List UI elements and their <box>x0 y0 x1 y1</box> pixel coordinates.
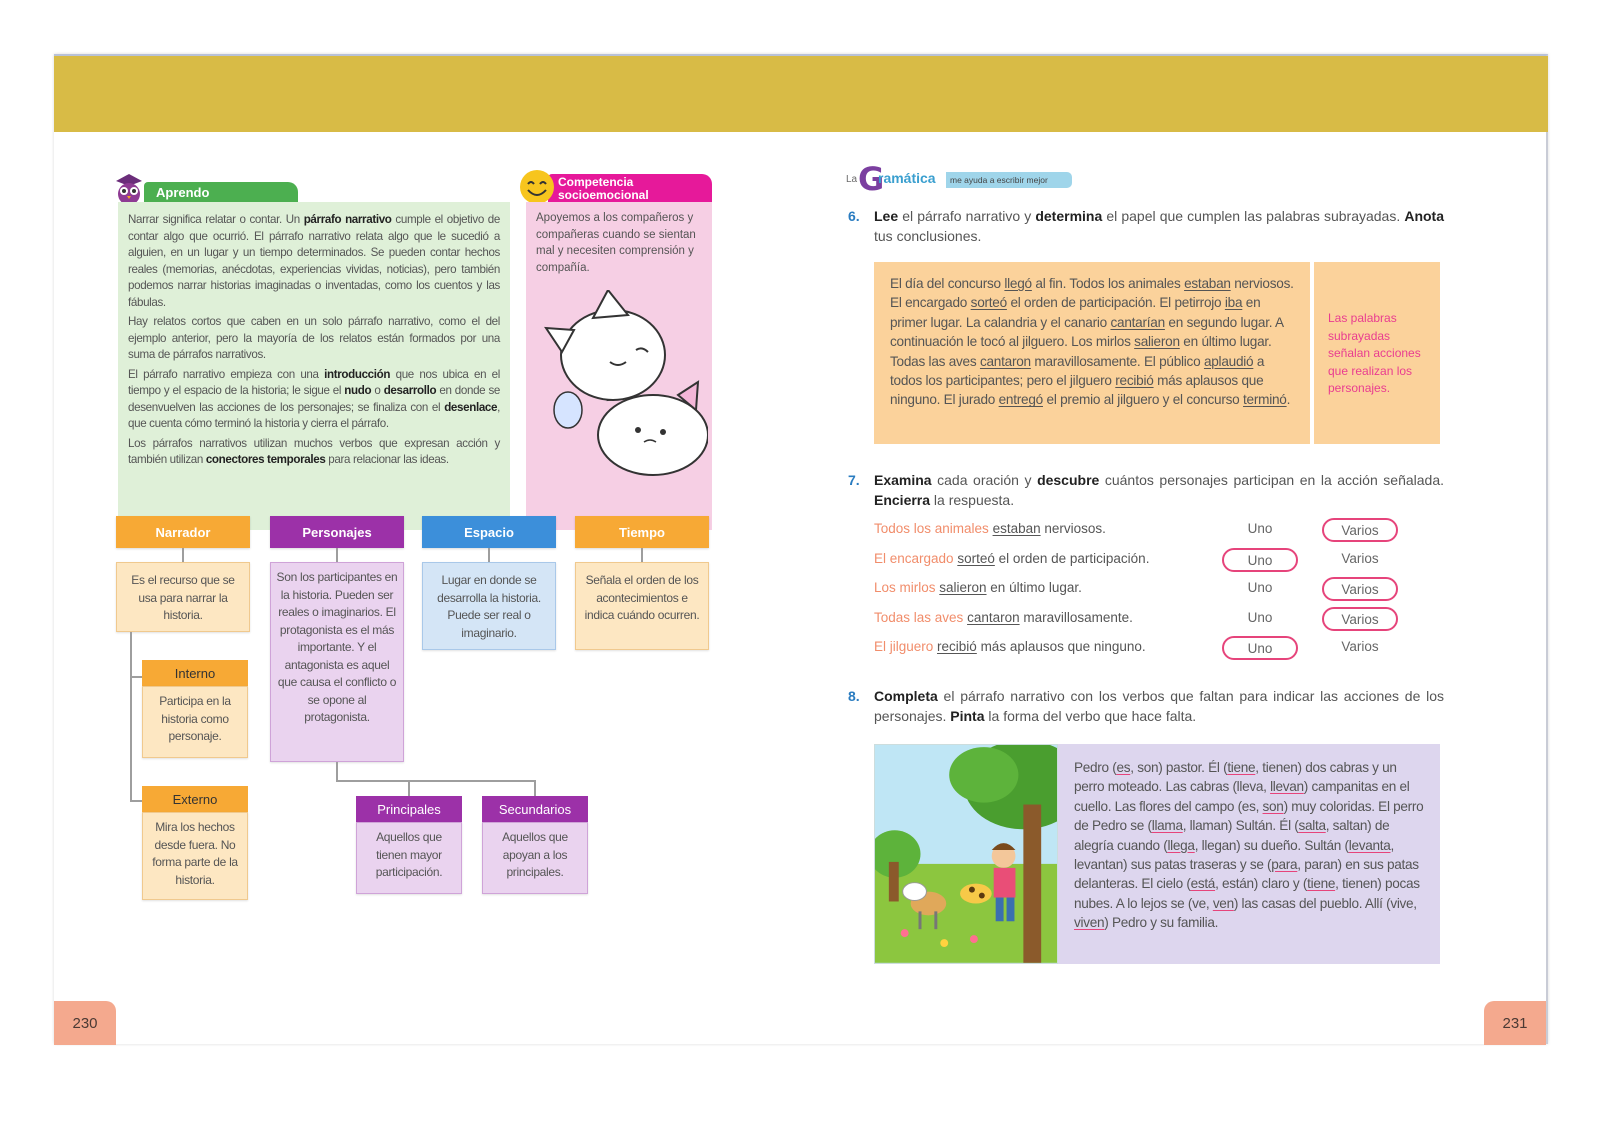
option-uno[interactable]: Uno <box>1222 636 1298 660</box>
sentence-rest: en último lugar. <box>986 580 1082 595</box>
option-uno[interactable]: Uno <box>1247 521 1273 536</box>
competencia-title-line1: Competencia <box>558 175 634 189</box>
text-run: , tienen) dos cabras y un perro moteado. Las cabras (lleva, <box>1074 760 1397 795</box>
tiempo-card: Señala el orden de los acontecimientos e indica cuándo ocurren. <box>575 562 709 650</box>
text-run: , están) claro y ( <box>1215 876 1308 892</box>
cats-illustration <box>538 290 708 480</box>
text-run: , que cuenta cómo terminó la historia y cierra el párrafo. <box>128 400 500 430</box>
text-run: ) Pedro y su familia. <box>1104 915 1219 931</box>
grammar-word: ramática <box>878 170 936 186</box>
text-run: maravillosamente. El público <box>1030 353 1204 369</box>
connector-line <box>534 780 536 796</box>
question-7-sentence <box>874 610 1133 625</box>
text-run: , llaman) Sultán. Él ( <box>1182 818 1299 834</box>
text-run: nerviosos. El encargado <box>890 276 1294 311</box>
question-8-paragraph <box>1058 744 1440 964</box>
question-7-sentence <box>874 551 1149 566</box>
secundarios-card: Aquellos que apoyan a los principales. <box>482 822 588 894</box>
question-6-answer: Las palabras subrayadas señalan acciones que realizan los personajes. <box>1314 262 1440 444</box>
sentence-verb: recibió <box>937 639 977 654</box>
text-run: Pedro ( <box>1074 760 1117 775</box>
text-run: ) campanitas en el cuello. Las flores del campo (es, <box>1074 779 1410 814</box>
text-run: , llegan) su dueño. Sultán ( <box>1194 837 1349 853</box>
shepherd-illustration <box>874 744 1058 964</box>
secundarios-header: Secundarios <box>482 796 588 822</box>
bold-term: nudo <box>344 384 372 397</box>
text-run: en segundo lugar. A continuación le tocó al jilguero. Los mirlos <box>890 314 1284 350</box>
principales-card: Aquellos que tienen mayor participación. <box>356 822 462 894</box>
question-7-sentence <box>874 521 1106 536</box>
question-7-number: 7. <box>848 472 860 488</box>
option-varios[interactable]: Varios <box>1322 518 1398 542</box>
aprendo-box <box>118 202 510 530</box>
competencia-text: Apoyemos a los compañeros y compañeras cuando se sientan mal y necesiten comprensión y compañía. <box>536 212 696 274</box>
underlined-word: entregó <box>998 392 1043 408</box>
underlined-word: cantarían <box>1110 314 1165 330</box>
sentence-subject: El encargado <box>874 550 958 566</box>
question-7-row <box>874 638 1454 660</box>
question-7-row <box>874 520 1454 542</box>
question-8-instruction <box>874 686 1444 726</box>
connector-line <box>641 548 643 562</box>
underlined-word: llegó <box>1004 276 1032 291</box>
text-run: la forma del verbo que hace falta. <box>984 708 1197 724</box>
text-run: . <box>1286 392 1291 408</box>
sentence-subject: Todas las aves <box>874 609 968 625</box>
espacio-header: Espacio <box>422 516 556 548</box>
underlined-word: salieron <box>1134 334 1180 350</box>
question-8-number: 8. <box>848 688 860 704</box>
bold-term: Anota <box>1404 208 1445 224</box>
sentence-rest: nerviosos. <box>1040 521 1106 536</box>
aprendo-paragraph <box>128 367 500 433</box>
narrador-header: Narrador <box>116 516 250 548</box>
option-varios[interactable]: Varios <box>1322 607 1398 631</box>
competencia-title <box>548 174 712 204</box>
top-decorative-band <box>54 56 1548 132</box>
option-varios[interactable]: Varios <box>1322 577 1398 601</box>
connector-line <box>130 800 142 802</box>
externo-header: Externo <box>142 786 248 812</box>
text-run: el orden de participación. El petirrojo <box>1006 295 1225 311</box>
underlined-word: terminó <box>1243 392 1287 408</box>
connector-line <box>488 548 490 562</box>
sentence-subject: Todos los animales <box>874 521 993 536</box>
bold-term: desenlace <box>444 400 498 414</box>
text-run: ) las casas del pueblo. Allí (vive, <box>1233 895 1417 911</box>
sentence-rest: más aplausos que ninguno. <box>976 639 1146 654</box>
espacio-card: Lugar en donde se desarrolla la historia. Puede ser real o imaginario. <box>422 562 556 650</box>
text-run: el párrafo narrativo y <box>898 208 1036 224</box>
option-uno[interactable]: Uno <box>1247 580 1273 595</box>
underlined-word: sorteó <box>970 295 1007 311</box>
sentence-subject: El jilguero <box>874 639 938 654</box>
grammar-band: me ayuda a escribir mejor <box>946 172 1072 188</box>
option-uno[interactable]: Uno <box>1222 548 1298 572</box>
text-run: El día del concurso <box>890 276 1005 291</box>
underlined-word: llevan <box>1270 779 1304 795</box>
interno-header: Interno <box>142 660 248 686</box>
option-uno[interactable]: Uno <box>1247 609 1273 625</box>
underlined-word: llama <box>1151 818 1183 834</box>
bold-term: Examina <box>874 472 932 488</box>
bold-term: determina <box>1035 208 1103 224</box>
text-run: Hay relatos cortos que caben en un solo párrafo narrativo, como el del ejemplo anterior, pero la mayoría de los relatos están formados por una suma de párrafos narrativos. <box>128 315 500 361</box>
underlined-word: ven <box>1212 895 1234 911</box>
text-run: para relacionar las ideas. <box>325 453 449 466</box>
text-run: cumple el objetivo de contar algo que ocurrió. El párrafo narrativo relata algo que le sucedió a alguien, en un lugar y un tiempo determinados. Se pueden contar hechos reales (memorias, anécdotas, experiencias vividas, noticias), pero también podemos narrar historias imaginadas o inventadas, como los cuentos y las fábulas. <box>128 213 500 309</box>
grammar-prefix: La <box>846 174 858 185</box>
bold-term: párrafo narrativo <box>303 213 392 226</box>
underlined-word: es <box>1116 760 1131 775</box>
text-run: , son) pastor. Él ( <box>1130 760 1228 775</box>
question-6-number: 6. <box>848 208 860 224</box>
text-run: ) muy coloridas. El perro de Pedro se ( <box>1074 798 1424 834</box>
personajes-header: Personajes <box>270 516 404 548</box>
text-run: , tienen) pocas nubes. A lo lejos se (ve, <box>1074 876 1420 911</box>
text-run: , paran) en sus patas delanteras. El cielo ( <box>1074 857 1419 892</box>
underlined-word: levanta <box>1348 837 1391 853</box>
underlined-word: iba <box>1224 295 1243 311</box>
text-run: más aplausos que ninguno. El jurado <box>890 373 1264 408</box>
smiley-icon <box>518 168 556 206</box>
bold-term: introducción <box>324 367 391 381</box>
text-run: el papel que cumplen las palabras subrayadas. <box>1102 208 1405 224</box>
page-number-left: 230 <box>54 1001 116 1045</box>
text-run: tus conclusiones. <box>874 228 982 244</box>
connector-line <box>130 632 132 802</box>
aprendo-paragraph <box>128 314 500 364</box>
connector-line <box>182 548 184 562</box>
text-run: Los párrafos narrativos utilizan muchos verbos que expresan acción y también utilizan <box>128 436 500 466</box>
connector-line <box>336 548 338 562</box>
text-run: , saltan) de alegría cuando ( <box>1074 818 1390 853</box>
option-varios[interactable]: Varios <box>1341 639 1379 654</box>
question-7-row <box>874 550 1454 572</box>
underlined-word: aplaudió <box>1203 353 1254 369</box>
page-number-right: 231 <box>1484 1001 1546 1045</box>
text-run: a todos los participantes; pero el jilguero <box>890 353 1265 389</box>
text-run: o <box>371 384 384 397</box>
underlined-word: tiene <box>1227 760 1256 775</box>
grammar-big-letter: G <box>858 160 885 198</box>
underlined-word: estaban <box>1184 276 1231 291</box>
underlined-word: salta <box>1298 818 1326 834</box>
sentence-verb: salieron <box>939 580 987 595</box>
question-7-sentence <box>874 639 1146 654</box>
externo-card: Mira los hechos desde fuera. No forma parte de la historia. <box>142 812 248 900</box>
sentence-rest: el orden de participación. <box>994 550 1150 566</box>
tiempo-header: Tiempo <box>575 516 709 548</box>
interno-card: Participa en la historia como personaje. <box>142 686 248 758</box>
connector-line <box>336 762 338 782</box>
principales-header: Principales <box>356 796 462 822</box>
underlined-word: tiene <box>1307 876 1336 892</box>
text-run: la respuesta. <box>930 492 1015 508</box>
textbook-spread <box>54 54 1548 1044</box>
aprendo-title: Aprendo <box>144 182 298 204</box>
text-run: en primer lugar. La calandria y el canario <box>890 295 1261 330</box>
text-run: el premio al jilguero y el concurso <box>1042 392 1244 408</box>
connector-line <box>336 780 536 782</box>
sentence-verb: estaban <box>992 521 1041 536</box>
text-run: en donde se desenvuelven las acciones de los personajes; se finaliza con el <box>128 384 500 414</box>
question-6-paragraph <box>874 262 1310 444</box>
underlined-word: cantaron <box>979 353 1031 369</box>
text-run: El párrafo narrativo empieza con una <box>128 367 325 381</box>
text-run: , levantan) sus patas traseras y se ( <box>1074 837 1394 873</box>
underlined-word: llega <box>1167 837 1195 853</box>
underlined-word: para <box>1271 857 1298 873</box>
question-7-row <box>874 609 1454 631</box>
underlined-word: viven <box>1074 915 1105 931</box>
text-run: el párrafo narrativo con los verbos que faltan para indicar las acciones de los personajes. <box>874 688 1444 724</box>
connector-line <box>130 676 142 678</box>
underlined-word: son <box>1262 798 1284 814</box>
connector-line <box>408 780 410 796</box>
owl-icon <box>112 172 146 206</box>
competencia-title-line2: socioemocional <box>558 188 649 202</box>
text-run: cada oración y <box>931 472 1038 488</box>
bold-term: desarrollo <box>383 384 437 397</box>
option-varios[interactable]: Varios <box>1341 550 1379 566</box>
text-run: cuántos personajes participan en la acción señalada. <box>1099 472 1445 488</box>
question-7-sentence <box>874 580 1082 595</box>
sentence-subject: Los mirlos <box>874 580 940 595</box>
bold-term: descubre <box>1037 472 1100 488</box>
personajes-card: Son los participantes en la historia. Pueden ser reales o imaginarios. El protagonista es el más importante. Y el antagonista es aquel que causa el conflicto o se opone al protagonista. <box>270 562 404 762</box>
sentence-verb: cantaron <box>967 609 1020 625</box>
sentence-verb: sorteó <box>957 550 995 566</box>
bold-term: Pinta <box>950 708 985 724</box>
bold-term: Lee <box>874 208 899 224</box>
text-run: que nos ubica en el tiempo y el espacio de la historia; le sigue el <box>128 367 500 397</box>
narrador-card: Es el recurso que se usa para narrar la historia. <box>116 562 250 632</box>
bold-term: Completa <box>874 688 938 704</box>
text-run: Narrar significa relatar o contar. Un <box>128 213 304 226</box>
underlined-word: está <box>1190 876 1216 892</box>
underlined-word: recibió <box>1115 373 1154 389</box>
aprendo-paragraph <box>128 436 500 469</box>
question-6-instruction <box>874 206 1444 246</box>
bold-term: Encierra <box>874 492 931 508</box>
bold-term: conectores temporales <box>205 453 326 466</box>
question-7-row <box>874 579 1454 601</box>
sentence-rest: maravillosamente. <box>1019 609 1133 625</box>
aprendo-paragraph <box>128 212 500 311</box>
text-run: en último lugar. Todas las aves <box>890 334 1272 369</box>
text-run: al fin. Todos los animales <box>1031 276 1185 291</box>
question-7-instruction <box>874 470 1444 510</box>
